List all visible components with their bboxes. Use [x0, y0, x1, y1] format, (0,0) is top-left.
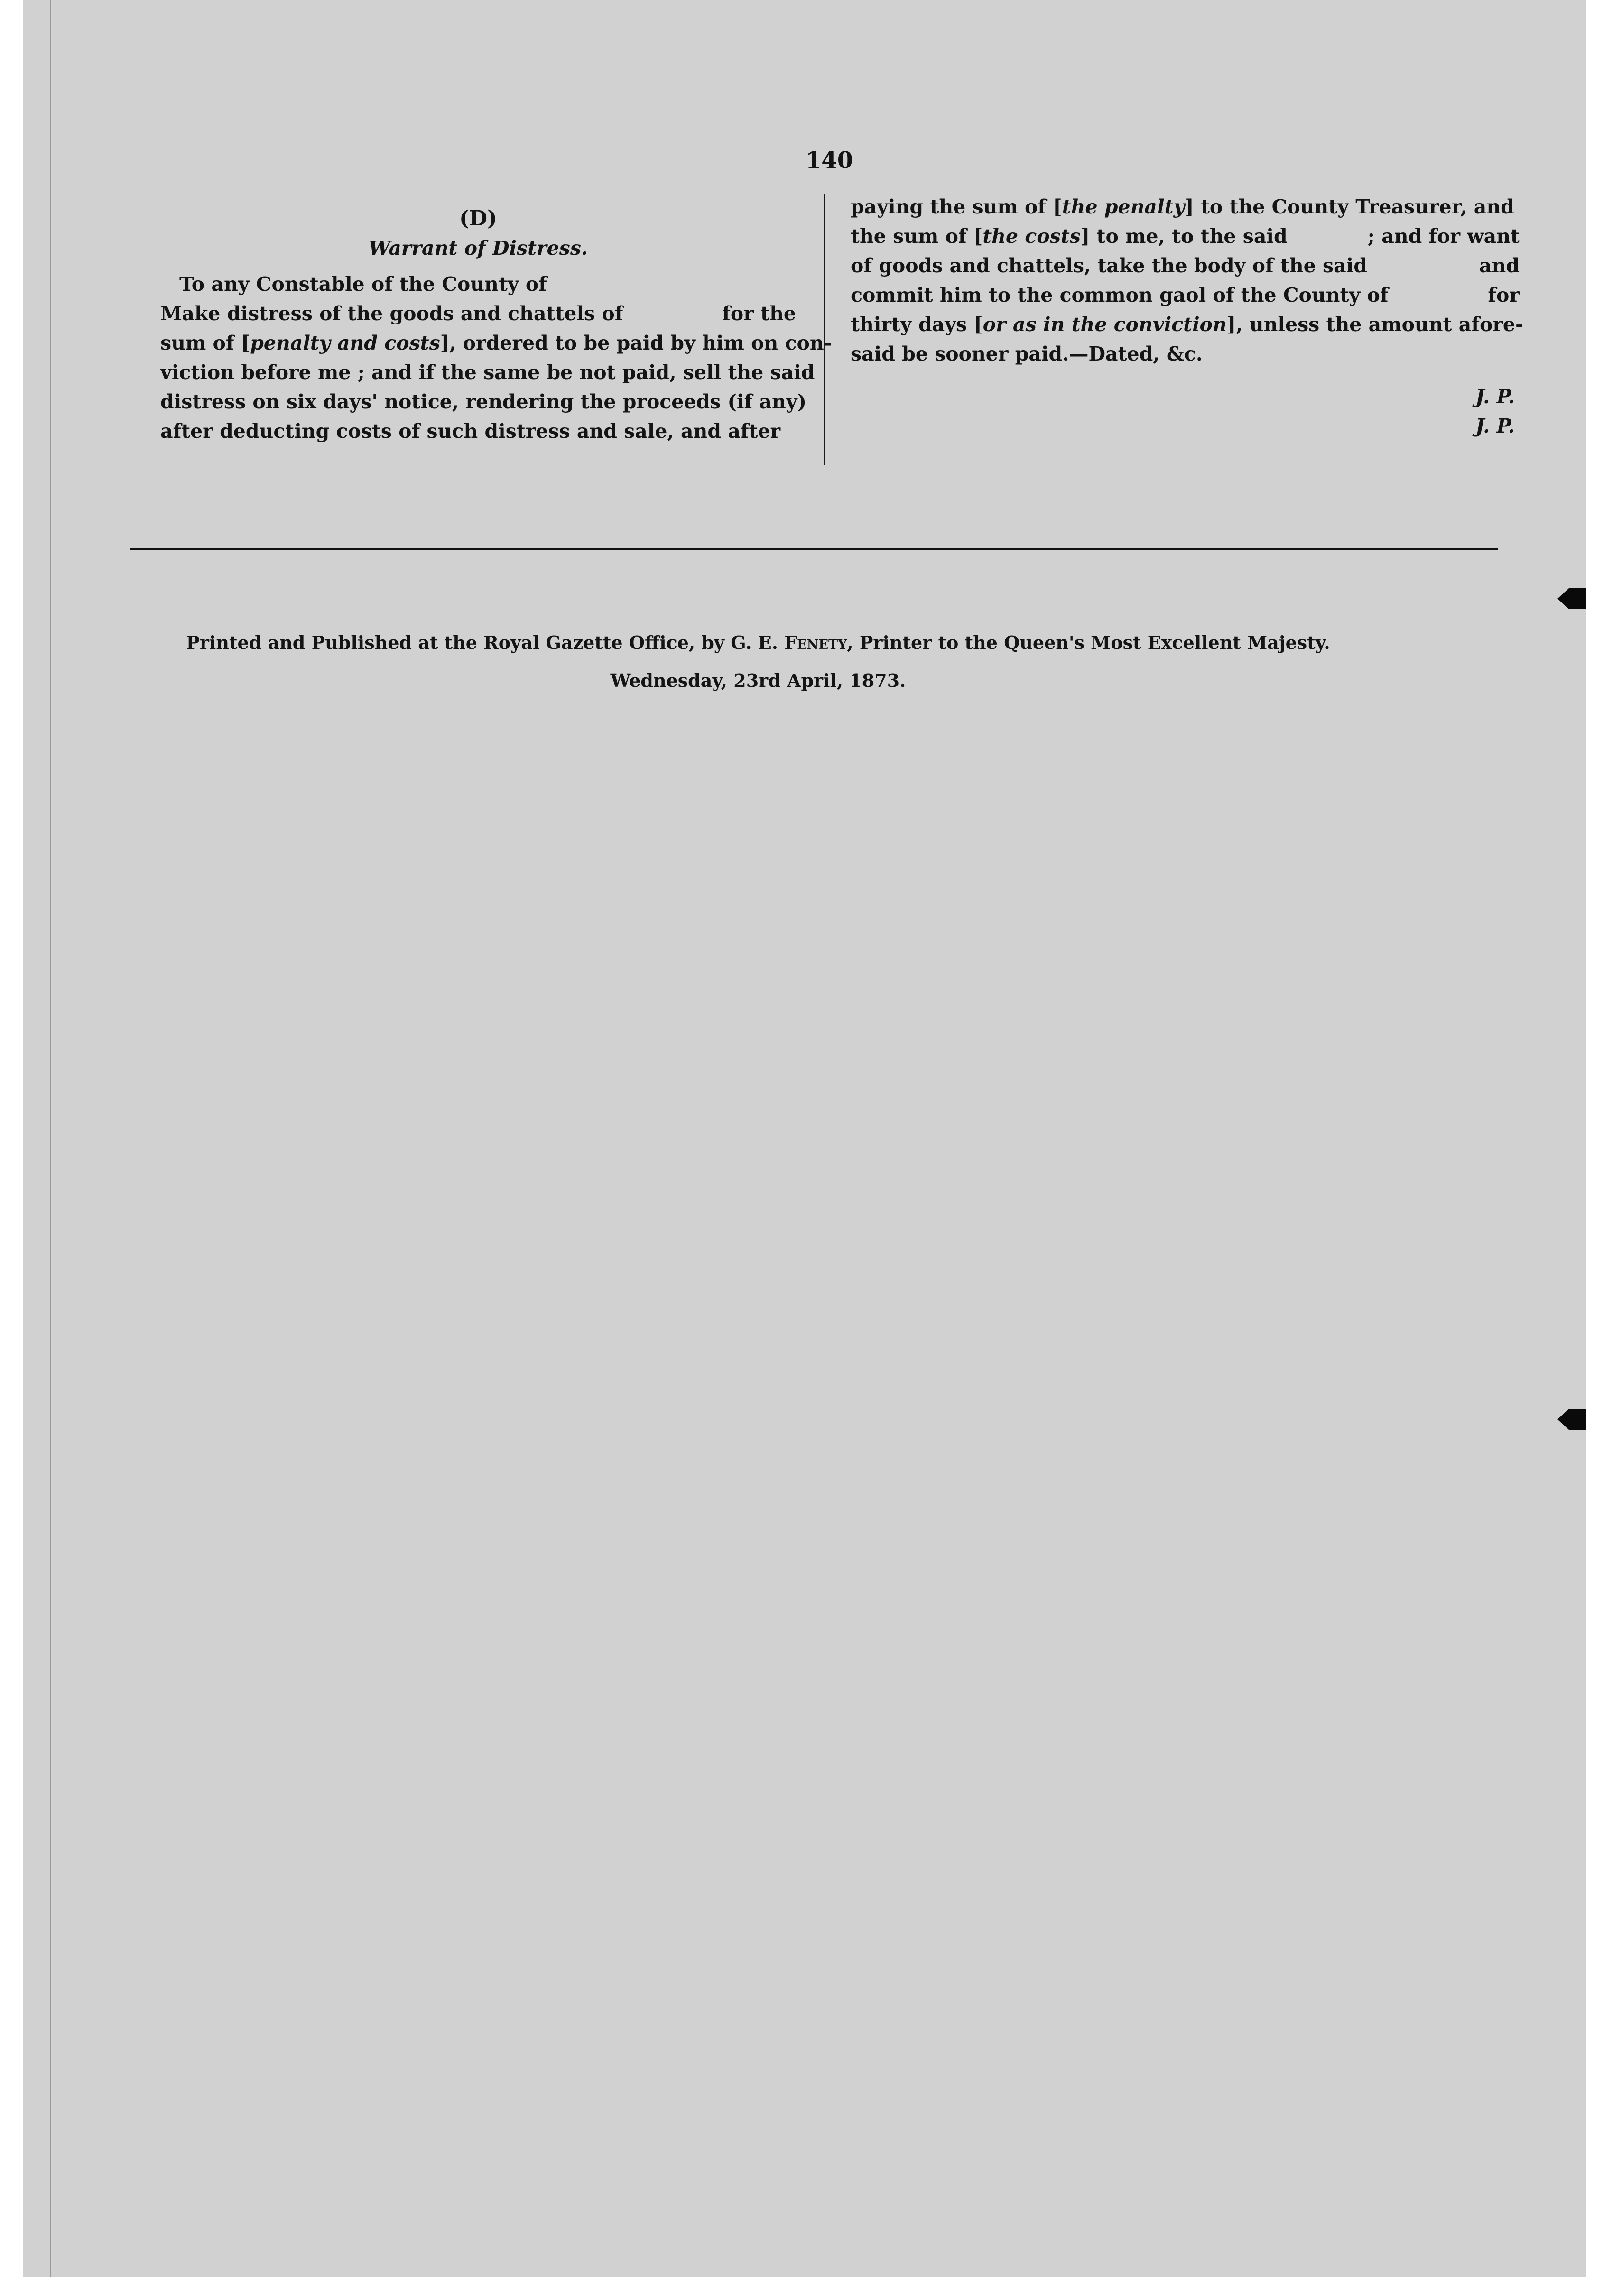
imprint-date: Wednesday, 23rd April, 1873.: [610, 670, 906, 691]
imprint-line: Printed and Published at the Royal Gazette Office, by G. E. Fenety, Printer to the Queen's Most Excellent Majesty.: [186, 632, 1330, 653]
printer-name: Fenety: [784, 632, 847, 653]
text-line: paying the sum of [the penalty] to the County Treasurer, and: [851, 195, 1514, 218]
imprint: [118, 629, 1399, 695]
form-right-column: [851, 192, 1523, 441]
page-edge: [50, 0, 51, 2277]
text-line: commit him to the common gaol of the County of for: [851, 284, 1520, 306]
text-line: after deducting costs of such distress and sale, and after: [160, 420, 781, 443]
form-address: To any Constable of the County of: [179, 273, 547, 296]
text-line: Make distress of the goods and chattels of for the: [160, 302, 796, 325]
text-line: of goods and chattels, take the body of the said and: [851, 254, 1520, 277]
tab-marker: [1557, 588, 1586, 609]
signature-jp: J. P.: [1475, 385, 1515, 408]
horizontal-rule: [130, 548, 1498, 550]
form-title: Warrant of Distress.: [368, 237, 588, 259]
text-line: viction before me ; and if the same be not paid, sell the said: [160, 361, 815, 384]
text-line: the sum of [the costs] to me, to the said ; and for want: [851, 225, 1520, 248]
page-number: 140: [805, 147, 853, 174]
tab-marker: [1557, 1409, 1586, 1430]
bleed-through: [165, 593, 829, 1874]
text-line: thirty days [or as in the conviction], unless the amount afore-: [851, 313, 1523, 336]
form-letter: (D): [459, 206, 497, 231]
text-line: sum of [penalty and costs], ordered to be paid by him on con-: [160, 332, 832, 354]
signature-jp: J. P.: [1475, 415, 1515, 437]
text-line: distress on six days' notice, rendering the proceeds (if any): [160, 390, 806, 413]
text-line: said be sooner paid.—Dated, &c.: [851, 343, 1203, 365]
form-left-column: [160, 204, 832, 446]
document-page: [23, 0, 1586, 2277]
